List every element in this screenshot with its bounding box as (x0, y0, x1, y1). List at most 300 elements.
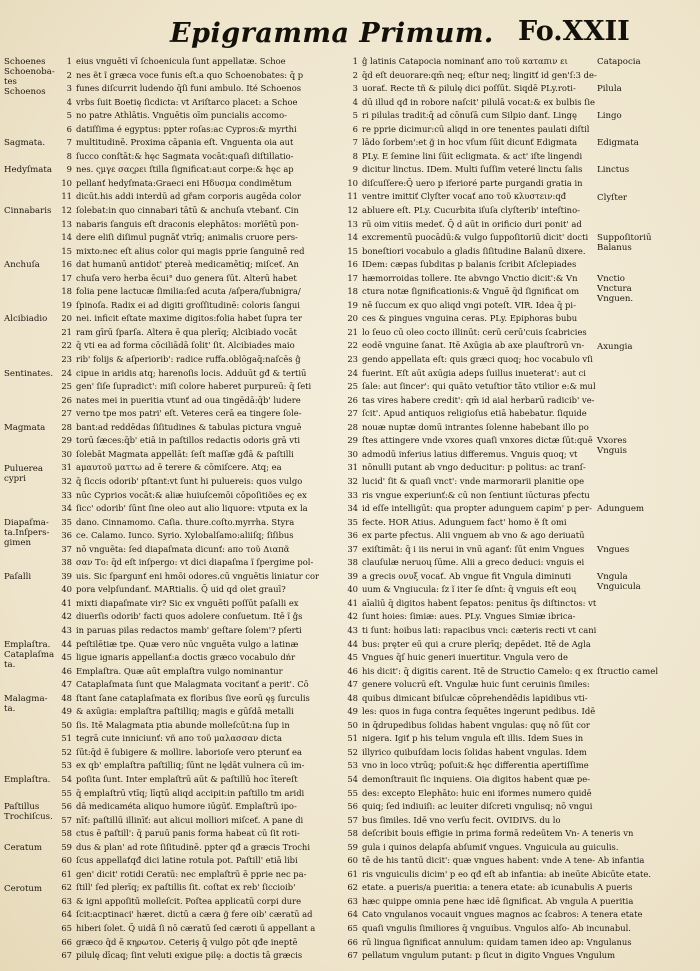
line-number: 46 (61, 665, 72, 676)
margin-note: Linctus (597, 165, 630, 176)
line-text: nabaris ſanguis eſt draconis elephātos: morĭētū pon- (76, 218, 299, 229)
text-line (0, 556, 340, 570)
line-number: 27 (61, 408, 72, 419)
line-text: fuerint. Eſt aūt axūgia adeps ſuillus inueterat': aut ci (362, 367, 586, 378)
line-text: hæmorroidas tollere. Ite abvngo Vnctio dicit':& Vn (362, 272, 578, 283)
line-number: 17 (347, 272, 358, 283)
line-number: 50 (347, 719, 358, 730)
line-text: uis. Sic ſpargunť eni hmōi odores.cū vnguētis liniatur cor (76, 570, 320, 581)
text-line (340, 638, 700, 652)
line-text: nūc Cyprios vocāt:& aliæ huiuſcemōi cōpoſitiões eç ex (76, 489, 307, 500)
line-number: 56 (347, 801, 358, 812)
line-number: 10 (61, 177, 72, 188)
text-line (0, 502, 340, 516)
line-text: ĝ latinis Catapocia nominanť aπο τοῦ καταπιν ει (362, 56, 568, 66)
text-line (340, 529, 700, 543)
line-number: 31 (61, 462, 72, 473)
line-text: his dicit': q̄ digitis carent. Itē de Structio Camelo: q ex (362, 665, 593, 676)
line-number: 62 (347, 882, 358, 893)
text-line (340, 854, 700, 868)
line-text: Cato vngulanos vocauit vngues magnos ac ſcabros: A tenera etate (362, 909, 643, 920)
line-number: 12 (61, 205, 72, 216)
line-text: gen' dicit' rotidi Ceratū: nec emplaſtrū ē pprie nec pa- (76, 868, 307, 879)
line-number: 33 (347, 489, 358, 500)
line-number: 37 (347, 543, 358, 554)
line-number: 4 (352, 96, 358, 107)
line-text: quibus dimicant biſulcæ cōprehendēdis lapidibus vti- (362, 692, 588, 703)
line-text: græco q̄d ē κηρωτον. Ceteriş q̄ vulgo pōt qđe ineptē (76, 936, 298, 947)
text-line (340, 597, 700, 611)
margin-note: Paſalli (4, 571, 32, 582)
line-text: ram gīrū ſparſa. Altera ē qua plerīq; Alcibiado vocāt (76, 326, 297, 337)
line-text: bus: pręter eū qui a crure plerīq; depēdet. Itē de Agla (362, 638, 591, 649)
line-number: 18 (61, 286, 72, 297)
line-text: ſtes attingere vnde vxores quaſi vnxores dictæ ſūt:quē (362, 435, 593, 446)
line-text: hæc quippe omnia pene hæc idē ſignificat. Ab vngula A pueritia (362, 895, 634, 906)
line-number: 62 (61, 882, 72, 893)
line-number: 17 (61, 272, 72, 283)
text-line (340, 881, 700, 895)
margin-note: Diapaſma- ta.Inſpers- gimen (4, 517, 50, 548)
line-text: pilulę dīcaq; ſint veluti exigue pilę: a doctis tā græcis (76, 950, 303, 961)
line-number: 63 (61, 895, 72, 906)
line-text: lo ſeuo cū oleo cocto illinūt: cerū cerū'cuis ſcabricies (362, 326, 587, 337)
line-text: ſale: aut ſincer': qui quāto vetuſtior tāto vtilior e:& mul (362, 381, 596, 392)
text-line (340, 949, 700, 963)
line-number: 42 (61, 611, 72, 622)
line-text: tē de his tantū dicit': quæ vngues habent: vnde A tene- Ab infantia (362, 855, 645, 866)
margin-note: Vngula Vnguicula (597, 571, 641, 592)
line-number: 4 (66, 96, 72, 107)
line-number: 41 (61, 597, 72, 608)
margin-note: Anchuſa (4, 260, 40, 271)
line-number: 46 (347, 665, 358, 676)
line-number: 38 (347, 557, 358, 568)
line-number: 6 (66, 123, 72, 134)
margin-note: Emplaſtra. (4, 775, 51, 786)
line-number: 49 (347, 706, 358, 717)
text-line (0, 150, 340, 164)
line-number: 15 (347, 245, 358, 256)
line-number: 12 (347, 205, 358, 216)
line-text: lucid' ſit & quaſi vnct': vnde marmorarii planitie ope (362, 475, 585, 486)
line-number: 16 (347, 259, 358, 270)
text-line (0, 624, 340, 638)
margin-note: Lingo (597, 111, 622, 122)
text-line (340, 759, 700, 773)
line-number: 63 (347, 895, 358, 906)
line-text: ri pilulas tradit:q̄ ad cōnuſā cum Silpio danť. Lingę (362, 110, 577, 121)
text-line (0, 231, 340, 245)
text-line (0, 583, 340, 597)
margin-note: Suppoſitoriū Balanus (597, 233, 652, 254)
line-text: diuerſis odorib' facti quos adolere conſuetum. Itē ĩ ĝs (76, 611, 303, 622)
text-line (0, 190, 340, 204)
line-number: 55 (61, 787, 72, 798)
line-text: quiq; ſed indiuiſi: ac leuiter diſcreti vngulisq; nō vngui (362, 801, 593, 812)
text-line (340, 610, 700, 624)
line-number: 29 (347, 435, 358, 446)
text-line (0, 394, 340, 408)
line-number: 23 (347, 354, 358, 365)
line-text: ti ſunt: hoibus lati: rapacibus vnci: cæteris recti vt cani (362, 624, 597, 635)
margin-note: Vngues (597, 544, 630, 555)
line-text: ſtill' ſed plerīq; ex paſtillis ſit. coſtat ex reb' ſiccioib' (76, 882, 296, 893)
text-line (340, 705, 700, 719)
text-line (340, 719, 700, 733)
line-number: 60 (347, 855, 358, 866)
line-number: 9 (66, 164, 72, 175)
text-line (0, 177, 340, 191)
text-line (340, 868, 700, 882)
line-number: 21 (61, 326, 72, 337)
text-line (340, 814, 700, 828)
text-line (0, 339, 340, 353)
line-text: pellatum vngulum putant: p ſicut in digito Vngues Vngulum (362, 950, 616, 961)
line-number: 39 (347, 570, 358, 581)
line-number: 10 (347, 177, 358, 188)
line-number: 43 (347, 624, 358, 635)
line-text: Vngues q̄ſ huic generi inuertitur. Vngula vero de (362, 652, 568, 663)
line-text: nigera. Igiť p his telum vngula eſt illis. Idem Sues in (362, 733, 584, 744)
line-text: uorať. Recte tñ & pilulę dici poſſūt. Siqdē PLy.roti- (362, 83, 576, 94)
line-text: id eſſe intelligūt: qua propter adunguem capim' p per- (362, 503, 592, 514)
line-number: 61 (347, 868, 358, 879)
left-column (0, 55, 340, 963)
line-text: a grecis ονυξ vocať. Ab vngue fit Vngula diminuti (362, 570, 572, 581)
line-text: nes ẽt ĩ græca voce funis eſt.a quo Schoenobates: q̄ p (76, 69, 304, 80)
line-number: 25 (61, 381, 72, 392)
text-line (0, 407, 340, 421)
line-number: 55 (347, 787, 358, 798)
line-number: 28 (347, 421, 358, 432)
text-line (0, 123, 340, 137)
line-text: ſunt hoies: ſimiæ: aues. PLy. Vngues Simiæ ibrica- (362, 611, 576, 622)
line-text: ſpinoſa. Radix ei ad digiti groſſitudinē: coloris ſangui (76, 299, 300, 310)
line-text: ſis. Itē Malagmata ptia abunde molleſcūt:na ſup in (76, 719, 290, 730)
line-number: 6 (352, 123, 358, 134)
text-line (0, 380, 340, 394)
line-number: 48 (347, 692, 358, 703)
line-text: ſicc' odorib' ſūnt ſine oleo aut alio liquore: vtputa ex la (76, 503, 308, 514)
line-number: 54 (347, 773, 358, 784)
line-number: 51 (61, 733, 72, 744)
line-number: 37 (61, 543, 72, 554)
text-line (340, 936, 700, 950)
line-number: 13 (61, 218, 72, 229)
line-number: 60 (61, 855, 72, 866)
line-number: 24 (347, 367, 358, 378)
margin-note: Paſtillus Trochiſcus. (4, 802, 53, 823)
text-line (340, 692, 700, 706)
line-text: exiſtimāt: q̄ i iis nerui in vnū aganť: ſūt enim Vngues (362, 543, 585, 554)
line-number: 44 (347, 638, 358, 649)
line-text: q̄d eſt deuorare:qm̄ neq; eſtur neq; lingitť id gen'ſ:3 de- (362, 69, 597, 80)
line-number: 27 (347, 408, 358, 419)
text-line (340, 908, 700, 922)
line-number: 59 (347, 841, 358, 852)
line-number: 66 (61, 936, 72, 947)
line-text: genere volucrū eſt. Vngulæ huic ſunt ceruinis ſimiles: (362, 679, 590, 690)
line-text: nes. ςμγε σαςρει ſtilla ſignificat:aut corpe:& hęc ap (76, 164, 294, 175)
line-number: 30 (347, 448, 358, 459)
margin-note: Catapocia (597, 57, 641, 67)
line-text: nōnulli putant ab vngo deducitur: p politus: ac tranſ- (362, 462, 586, 473)
line-text: ris vnguiculis dicim' p eo qđ eſt ab infantia: ab ineūte Abicūte etate. (362, 868, 652, 879)
line-number: 64 (347, 909, 358, 920)
line-number: 66 (347, 936, 358, 947)
text-line (340, 177, 700, 191)
line-text: eodē vnguine ſanat. Itē Axūgia ab axe plauſtrorū vn- (362, 340, 585, 351)
line-text: dā medicaméta aliquo humore iūgūť. Emplaſtrū ipo- (76, 801, 297, 812)
line-number: 2 (352, 69, 358, 80)
margin-note: Magmata (4, 422, 46, 433)
text-line (0, 746, 340, 760)
line-number: 67 (347, 950, 358, 961)
text-line (0, 272, 340, 286)
line-text: tas vires habere credit': qm̄ id aial herbarū radicib' ve- (362, 394, 595, 405)
line-text: gula i quinos delapſa abſumiť vngues. Vnguicula au guiculis. (362, 841, 619, 852)
text-line (340, 651, 700, 665)
line-number: 32 (347, 475, 358, 486)
text-line (0, 936, 340, 950)
line-text: diſcuſſere:Q̄ uero p iferioré parte purgandi gratia in (362, 177, 583, 188)
text-line (0, 245, 340, 259)
line-text: bus ſimiles. Idē vno verſu fecit. OVIDIVS. du lo (362, 814, 561, 825)
text-line (340, 367, 700, 381)
text-line (0, 759, 340, 773)
text-line (0, 109, 340, 123)
text-line (0, 908, 340, 922)
line-number: 51 (347, 733, 358, 744)
text-line (340, 312, 700, 326)
line-number: 61 (61, 868, 72, 879)
line-number: 59 (61, 841, 72, 852)
line-number: 34 (347, 503, 358, 514)
line-number: 16 (61, 259, 72, 270)
line-text: dano. Cinnamomo. Caſia. thure.coſto.myrrha. Styra (76, 516, 295, 527)
line-text: q̄ vti ea ad forma cōciliādā ſolit' ſit. Alcibiades maio (76, 340, 295, 351)
line-number: 53 (347, 760, 358, 771)
line-text: eius vnguēti vī ſchoenicula ſunt appellatæ. Schoe (76, 56, 286, 66)
line-text: ſcus appellaťqđ dici latine rotula pot. Paſtill' etiā libi (76, 855, 298, 866)
margin-note: Malagma- ta. (4, 693, 48, 714)
line-number: 5 (352, 110, 358, 121)
margin-note: Adunguem (597, 504, 645, 515)
line-text: folia pene lactucæ ſimilia:ſed acuta /aſpera/ſubnigra/ (76, 286, 301, 297)
line-text: peſtilētiæ tpe. Quæ vero nūc vnguēta vulgo a latinæ (76, 638, 299, 649)
line-text: tegrā cute inniciunť: vñ aπο τοῦ μαλασσαν dicta (76, 733, 282, 744)
line-text: illyrico quibuſdam locis ſolidas habent vngulas. Idem (362, 746, 587, 757)
line-number: 35 (347, 516, 358, 527)
text-line (340, 69, 700, 83)
line-number: 22 (347, 340, 358, 351)
text-line (340, 258, 700, 272)
line-text: q̄ ſiccis odorib' pſtant:vt ſunt hi puluereis: quos vulgo (76, 475, 303, 486)
margin-note: Vxores Vnguis (597, 436, 627, 457)
text-line (340, 489, 700, 503)
text-line (340, 218, 700, 232)
running-title: Epigramma Primum. (170, 18, 494, 49)
text-line (340, 746, 700, 760)
line-text: hiberi ſolet. Q̄ uidā ſi nō cæratū ſed cæroti ū appellant a (76, 923, 316, 933)
line-text: in q̄drupedibus ſolidas habent vngulas: quę nō ſūt cor (362, 719, 590, 730)
line-number: 32 (61, 475, 72, 486)
line-text: & igni appoſitū molleſcit. Poſtea applicatū corpi dure (76, 895, 302, 906)
line-number: 5 (66, 110, 72, 121)
text-line (0, 489, 340, 503)
line-number: 18 (347, 286, 358, 297)
line-number: 30 (61, 448, 72, 459)
line-text: ex qb' emplaſtra paſtilliq; ſūnt ne lędāt vulnera cū im- (76, 760, 305, 771)
line-number: 7 (352, 137, 358, 148)
line-number: 14 (61, 232, 72, 243)
text-line (340, 841, 700, 855)
line-text: etate. a pueris/a pueritia: a tenera etate: ab icunabulis A pueris (362, 882, 633, 893)
line-number: 54 (61, 773, 72, 784)
text-line (0, 854, 340, 868)
line-text: demonſtrauit ſic inquiens. Oia digitos habent quæ pe- (362, 773, 591, 784)
text-line (0, 922, 340, 936)
margin-note: Cinnabaris (4, 206, 52, 217)
line-text: dus & plan' ad rote ſiſitudinē. ppter qđ a græcis Trochi (76, 841, 311, 852)
line-text: dicitur linctus. IDem. Multi ſuſſim veteré linctu ſalis (362, 164, 583, 175)
text-line (340, 787, 700, 801)
text-line (0, 827, 340, 841)
line-number: 40 (347, 584, 358, 595)
line-number: 47 (347, 679, 358, 690)
line-number: 48 (61, 692, 72, 703)
line-text: torū ſæces:q̄b' etiā in paſtillos redactis odoris grā vti (76, 435, 301, 446)
margin-note: Edigmata (597, 138, 639, 149)
margin-note: Pilula (597, 84, 622, 95)
line-number: 58 (347, 828, 358, 839)
margin-note: Clyſter (597, 192, 628, 203)
line-number: 26 (61, 394, 72, 405)
line-number: 65 (347, 923, 358, 933)
line-text: pellanť hedyſmata:Graeci eni Ηδυσμα condimětum (76, 177, 292, 188)
text-line (0, 597, 340, 611)
text-line (340, 204, 700, 218)
line-text: gen' ſiſe ſupradict': miſi colore haberet purpureū: q̄ ſeti (76, 381, 312, 392)
line-number: 57 (61, 814, 72, 825)
line-text: mixto:nec eſt alius color qui magis pprie ſanguinē red (76, 245, 305, 256)
line-text: nates mei in pueritia vtunť ad oua tingēdā:q̄b' ludere (76, 394, 301, 405)
line-text: nouæ nuptæ domū intrantes ſolenne habebant illo po (362, 421, 589, 432)
margin-note: Cerotum (4, 883, 43, 894)
line-text: fecte. HOR Atius. Adunguem fact' homo ĕ ſt omi (362, 516, 567, 527)
line-number: 67 (61, 950, 72, 961)
line-number: 13 (347, 218, 358, 229)
line-text: & axūgia: emplaſtra paſtilliq; magis e gūſdā metalli (76, 706, 294, 717)
line-number: 8 (352, 150, 358, 161)
margin-note: ſtructio camel (597, 666, 659, 677)
text-line (0, 299, 340, 313)
line-number: 9 (352, 164, 358, 175)
line-text: ctura notæ ſignificationis:& Vnguē q̄d ſignificat om (362, 286, 580, 297)
text-line (340, 516, 700, 530)
line-number: 23 (61, 354, 72, 365)
line-text: ris vngue experiunť:& cū non ſentiunt iūcturas pfectu (362, 489, 590, 500)
line-text: datiſſima é egyptus: ppter roſas:ac Cypros:& myrthi (76, 123, 297, 134)
line-number: 42 (347, 611, 358, 622)
line-text: q̄ emplaſtrū vtīq; līqtū aliqd accipit:in paſtillo tm aridi (76, 787, 305, 798)
line-text: clauſulæ neruoų ſūme. Alii a greco deduci: vnguis ei (362, 557, 585, 568)
line-number: 39 (61, 570, 72, 581)
line-number: 56 (61, 801, 72, 812)
text-line (340, 475, 700, 489)
line-text: dicūt.his addi interdū ad gřam corporis augēda color (76, 191, 301, 202)
text-line (0, 448, 340, 462)
line-number: 45 (347, 652, 358, 663)
text-line (340, 96, 700, 110)
line-text: les: quos in fuga contra ſequētes ingerunt pedibus. Idē (362, 706, 596, 717)
line-number: 52 (61, 746, 72, 757)
line-text: rū oim vitiis medeť. Q̄ d aūt in orificio duri ponit' ad (362, 218, 582, 229)
text-line (340, 123, 700, 137)
text-line (0, 434, 340, 448)
line-text: multitudinē. Proxima cāpania eſt. Vnguenta oia aut (76, 137, 294, 148)
line-number: 47 (61, 679, 72, 690)
line-number: 11 (347, 191, 358, 202)
text-line (0, 719, 340, 733)
line-text: ces & pingues vnguina ceras. PLy. Epiphoras bubu (362, 313, 578, 324)
margin-note: Axungia (597, 341, 633, 352)
folio-number: Fo.XXII (518, 16, 630, 47)
text-line (340, 380, 700, 394)
line-number: 36 (61, 530, 72, 541)
line-text: excrementū puocādū:& vulgo ſuppoſitoriū dicit' docti (362, 232, 589, 243)
line-text: re pprie dicimur:cū aliqd in ore tenentes paulati diſtil (362, 123, 590, 134)
line-number: 52 (347, 746, 358, 757)
margin-note: Emplaſtra. Cataplaſma ta. (4, 639, 55, 670)
line-number: 25 (347, 381, 358, 392)
line-number: 19 (61, 299, 72, 310)
line-number: 31 (347, 462, 358, 473)
text-line (340, 827, 700, 841)
line-text: dere eliſi diſimul pugnāť vtrīq; animalis cruore pers- (76, 232, 298, 243)
page-header (0, 8, 700, 56)
line-text: ex parte pfectus. Alii vnguem ab vno & ago deriuatū (362, 530, 585, 541)
text-line (340, 773, 700, 787)
line-number: 35 (61, 516, 72, 527)
text-line (340, 800, 700, 814)
line-number: 11 (61, 191, 72, 202)
line-number: 21 (347, 326, 358, 337)
text-line (0, 610, 340, 624)
line-text: rib' folijs & aſperiorib': radice ruffa.oblōgaq̄:naſcēs ĝ (76, 354, 301, 365)
text-line (340, 326, 700, 340)
text-line (340, 394, 700, 408)
line-number: 33 (61, 489, 72, 500)
line-text: verno tpe mos patri' eſt. Veteres cerā ea tingere ſole- (76, 408, 302, 419)
line-number: 44 (61, 638, 72, 649)
line-text: funes diſcurrit ludendo q̄ſi funi ambulo. Ité Schoenos (76, 83, 302, 94)
margin-note: Schoenes Schoenoba- tes Schoenos (4, 57, 55, 97)
line-text: dū illud qđ in robore naſcit' pilulā vocat:& ex bulbis ſie (362, 96, 595, 107)
line-number: 41 (347, 597, 358, 608)
line-number: 14 (347, 232, 358, 243)
line-number: 20 (347, 313, 358, 324)
text-line (340, 353, 700, 367)
line-number: 19 (347, 299, 358, 310)
margin-note: Sentinates. (4, 368, 54, 379)
line-text: nē ſuccum ex quo aliqd vngi poteſt. VIR. Idea q̄ pi- (362, 299, 576, 310)
line-number: 1 (66, 56, 72, 66)
line-text: nīť: paſtillū illinīť: aut alicui molliori miſceť. A pane di (76, 814, 304, 825)
line-text: ce. Calamo. Iunco. Syrio. Xylobalſamo:aliiſq; ſiſibus (76, 530, 294, 541)
line-text: lādo ſorbem':et ğ in hoc vſum ſūit dicunť Edigmata (362, 137, 578, 148)
